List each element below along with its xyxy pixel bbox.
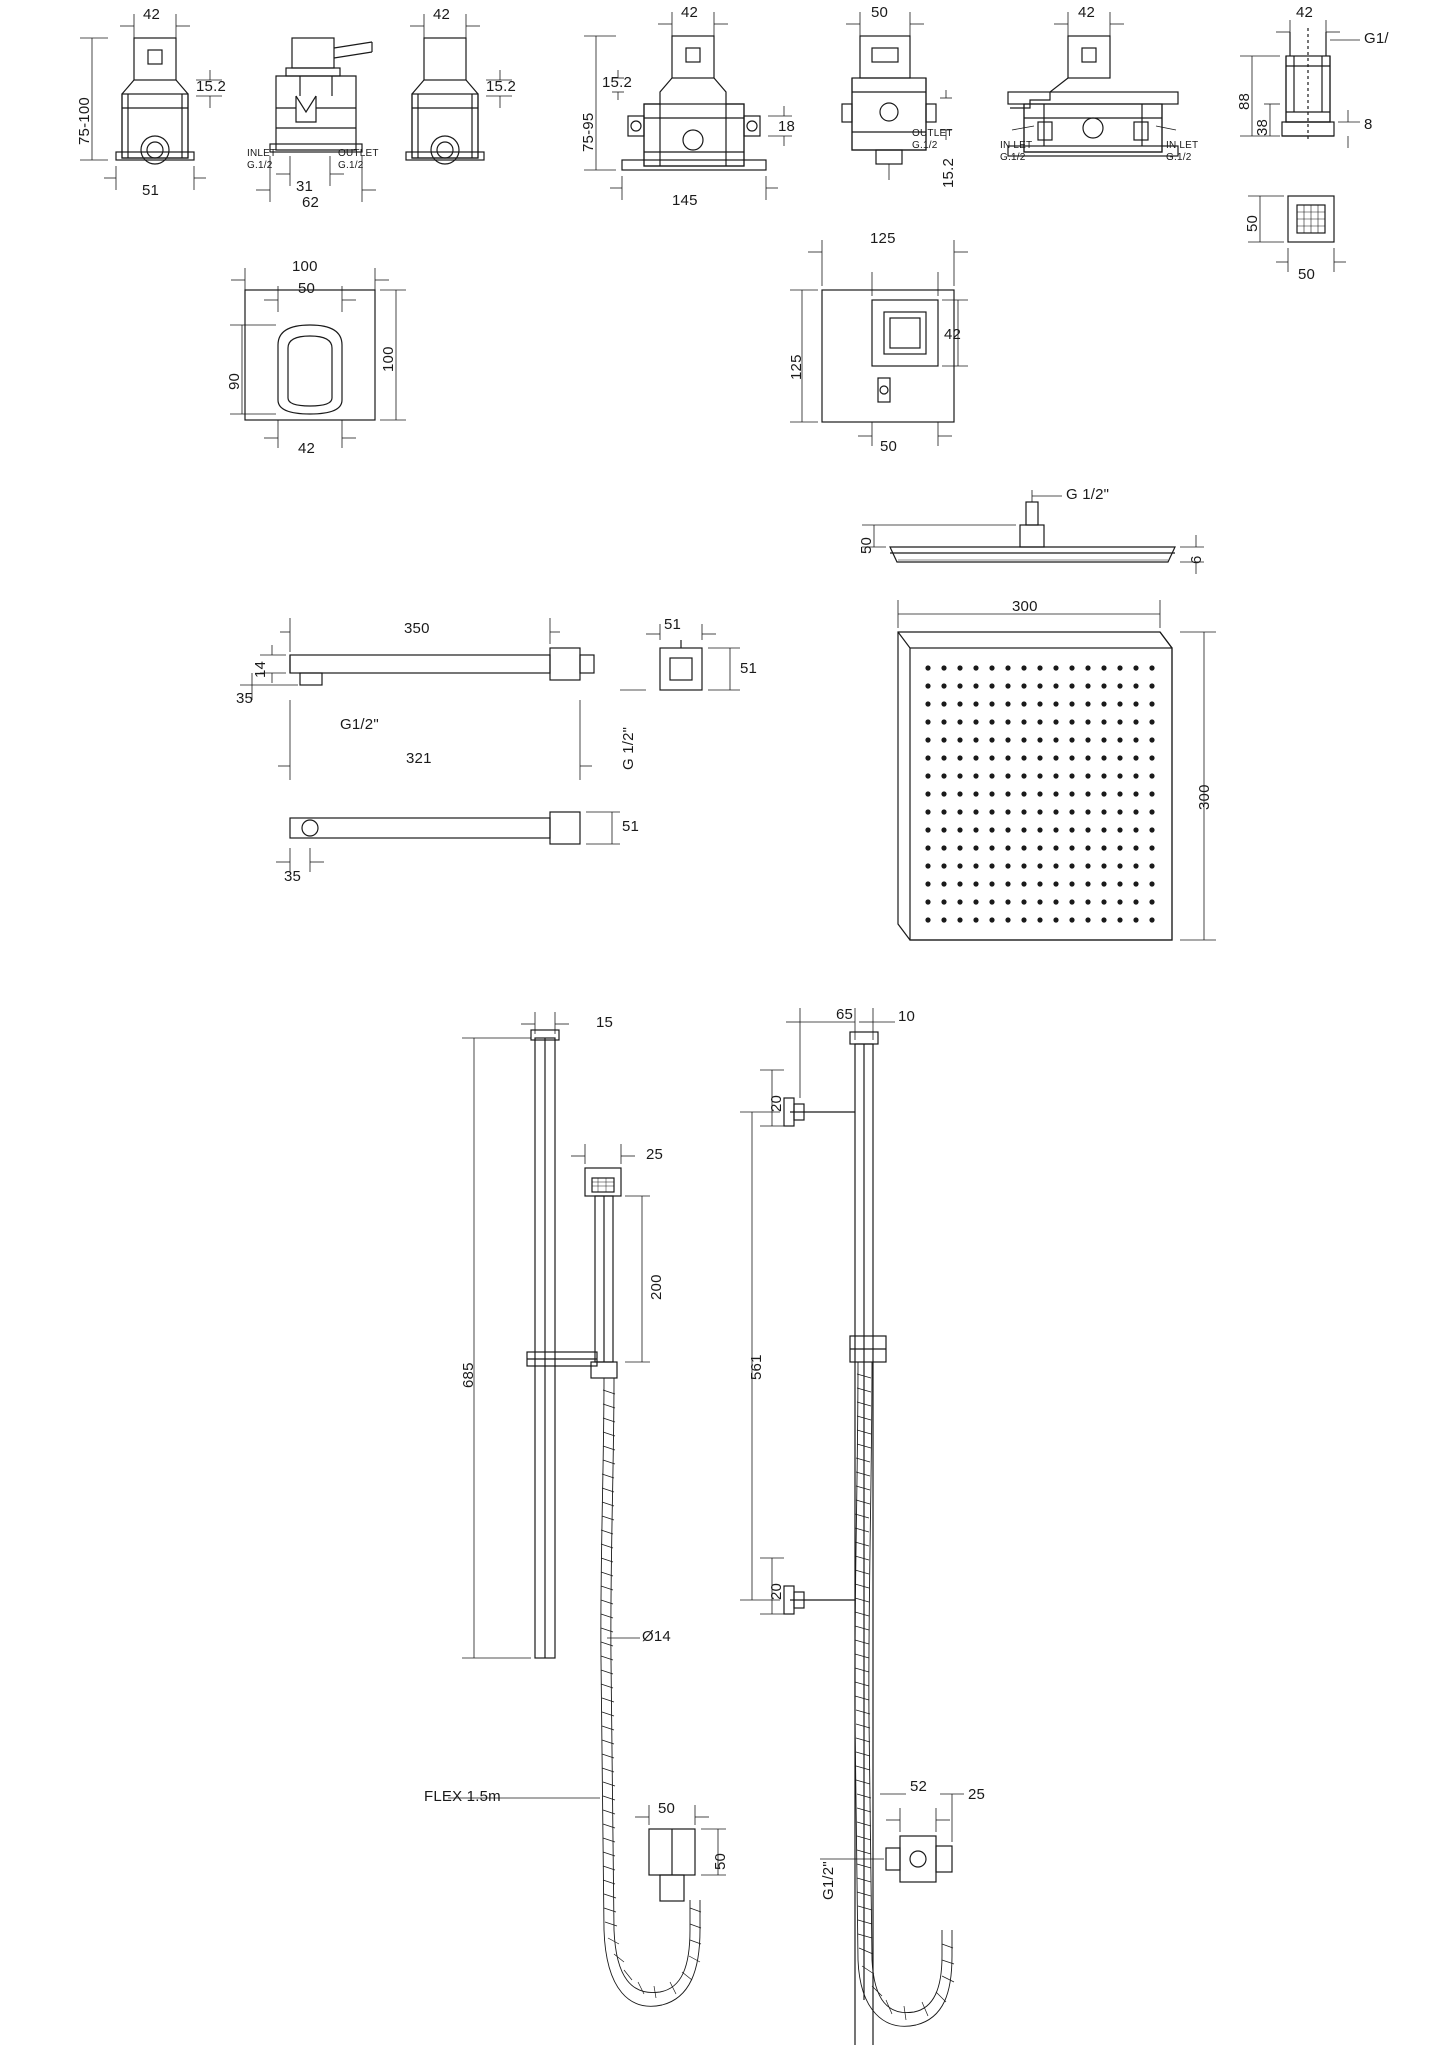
dim-g12-vert: G 1/2" [620,726,637,770]
part-shower-arm-plate [660,640,702,690]
dim-g12-hose: G1/2" [820,1861,837,1900]
dim-38: 38 [1254,118,1271,136]
label-outlet2-size: G.1/2 [912,140,938,151]
part-riser-lower-bracket [784,1586,855,1614]
dim-65: 65 [836,1006,854,1023]
dim-125-a: 125 [870,230,896,247]
hose-coil-texture-riser [855,1374,954,2020]
dim-18: 18 [778,118,796,135]
part-stop-valve-front [116,38,194,164]
part-slide-rail [531,1030,559,1658]
label-inlet: INLET [247,148,277,159]
part-thermostatic-trim-plate [822,290,954,422]
part-rail-bracket [527,1352,597,1366]
dim-300-b: 300 [1196,784,1213,810]
label-outlet2: OUTLET [912,128,953,139]
dim-51-c: 51 [740,660,758,677]
part-shower-arm-side [290,648,594,685]
label-inlet-size: G.1/2 [247,160,273,171]
part-valve-trim-plate [245,290,375,420]
dim-15-2-b: 15.2 [486,78,516,95]
dim-42-b: 42 [433,6,451,23]
part-riser-slider [850,1336,886,1362]
dim-75-100: 75-100 [76,97,93,145]
hose-coil-texture [601,1390,701,1998]
dim-25-a: 25 [646,1146,664,1163]
dim-42-d: 42 [1078,4,1096,21]
label-outlet: OUTLET [338,148,379,159]
part-shower-arm-top [290,812,580,844]
dim-10: 10 [898,1008,916,1025]
dim-g12-head: G 1/2" [1066,486,1110,503]
dim-62: 62 [302,194,320,211]
dim-dia14: Ø14 [642,1628,671,1645]
dim-145: 145 [672,192,698,209]
label-inlet-left: IN LET [1000,140,1033,151]
dim-15: 15 [596,1014,614,1031]
dim-52: 52 [910,1778,928,1795]
dim-100-b: 100 [380,346,397,372]
dim-50-g: 50 [658,1800,676,1817]
dim-31: 31 [296,178,314,195]
part-body-jet-plate [1288,196,1334,242]
label-outlet-size: G.1/2 [338,160,364,171]
dim-300-a: 300 [1012,598,1038,615]
dim-42-f: 42 [298,440,316,457]
dim-20-b: 20 [768,1582,785,1600]
dim-200: 200 [648,1274,665,1300]
dim-20-a: 20 [768,1094,785,1112]
dim-8: 8 [1364,116,1373,133]
part-riser-rail [850,1032,878,2045]
label-inlet-right: IN LET [1166,140,1199,151]
part-shower-head-side [890,502,1175,562]
dim-14: 14 [252,660,269,678]
dim-15-2-d: 15.2 [940,158,957,188]
dim-42-c: 42 [681,4,699,21]
dim-15-2-a: 15.2 [196,78,226,95]
dim-51-b: 51 [664,616,682,633]
part-stop-valve-front-2 [406,38,484,164]
dim-35-b: 35 [284,868,302,885]
part-body-jet-side [1282,28,1334,140]
dim-50-h: 50 [712,1852,729,1870]
dim-51-a: 51 [142,182,160,199]
dim-321: 321 [406,750,432,767]
dim-50-c: 50 [1298,266,1316,283]
dim-35-a: 35 [236,690,254,707]
dim-50-b: 50 [1244,214,1261,232]
dim-25-b: 25 [968,1786,986,1803]
dim-g12-arm: G1/2" [340,716,379,733]
part-stop-valve-section [270,38,372,152]
label-inlet-right-size: G.1/2 [1166,152,1192,163]
part-riser-upper-bracket [784,1098,855,1126]
dim-685: 685 [460,1362,477,1388]
dim-125-b: 125 [788,354,805,380]
dim-50-a: 50 [871,4,889,21]
dim-75-95: 75-95 [580,112,597,152]
label-inlet-left-size: G.1/2 [1000,152,1026,163]
dim-50-e: 50 [880,438,898,455]
part-twin-inlet-body [1008,36,1178,156]
part-wall-elbow-riser [886,1836,952,1882]
dim-88: 88 [1236,92,1253,110]
dim-42-a: 42 [143,6,161,23]
dim-100-a: 100 [292,258,318,275]
part-thermostatic-body [622,36,766,170]
dim-561: 561 [748,1354,765,1380]
dim-90: 90 [226,372,243,390]
part-wall-outlet-slide [649,1829,695,1901]
dim-50-d: 50 [298,280,316,297]
label-flex: FLEX 1.5m [424,1788,501,1805]
dim-g12-top: G1/ [1364,30,1389,47]
part-hose-slide [601,1378,700,2006]
part-handset [585,1168,621,1378]
dim-51-d: 51 [622,818,640,835]
dim-15-2-c: 15.2 [602,74,632,91]
dim-42-e: 42 [1296,4,1314,21]
part-hose-riser [855,1362,952,2026]
part-shower-head-plan [898,632,1172,940]
dim-350: 350 [404,620,430,637]
dim-42-g: 42 [944,326,962,343]
nozzle-grid [925,665,1154,922]
dim-6: 6 [1188,555,1205,564]
dim-50-f: 50 [858,536,875,554]
